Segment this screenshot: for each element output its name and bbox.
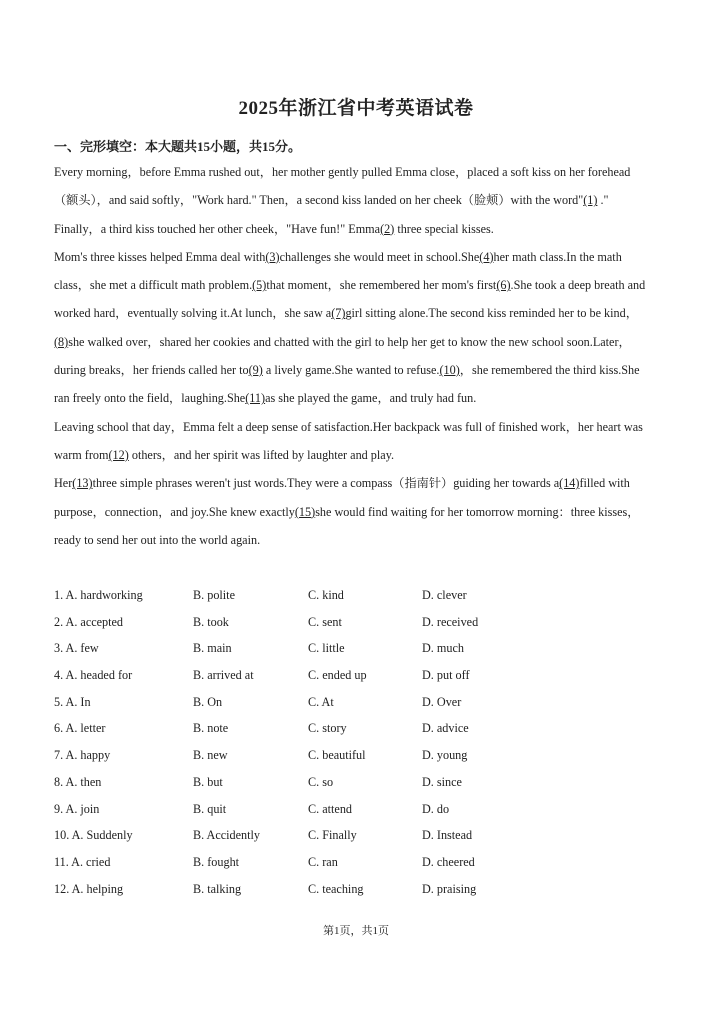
blank-number: (2) [380, 221, 395, 236]
blank-number: (4) [479, 249, 494, 264]
option-choice: D. clever [422, 588, 467, 602]
option-choice: C. so [308, 774, 334, 789]
option-row [54, 849, 654, 876]
option-choice: B. talking [193, 881, 242, 896]
option-choice: D. put off [422, 668, 470, 683]
passage-paragraph [54, 243, 654, 413]
option-choice: D. advice [422, 721, 469, 736]
option-choice: 12. A. helping [54, 881, 124, 896]
passage-text: Every morning，before Emma rushed out，her mother gently pulled Emma close，placed a soft kiss on her forehead（额头），and said softly，"Work hard." Then，a second kiss landed on her cheek（脸颊）with the word" [54, 165, 631, 208]
passage-paragraph [54, 158, 654, 243]
option-choice: C. At [308, 694, 334, 709]
option-choice: D. received [422, 614, 479, 629]
option-choice: B. main [193, 641, 232, 656]
section-header: 一、完形填空：本大题共15小题，共15分。 [54, 139, 302, 154]
option-choice: B. On [193, 694, 223, 709]
option-row [54, 662, 654, 689]
passage-text: a lively game.She wanted to refuse. [262, 363, 440, 378]
passage-text: girl sitting alone.The second kiss reminded her to be kind， [345, 306, 638, 321]
passage-text: ，she remembered the third kiss.She ran freely onto the field，laughing.She [54, 363, 640, 406]
option-choice: D. Instead [422, 828, 473, 843]
option-choice: D. much [422, 641, 464, 656]
option-choice: C. Finally [308, 828, 357, 843]
option-choice: D. cheered [422, 854, 475, 869]
option-choice: 7. A. happy [54, 748, 111, 763]
option-choice: D. since [422, 774, 462, 789]
option-row [54, 796, 654, 823]
option-choice: 5. A. In [54, 694, 91, 709]
option-choice: 9. A. join [54, 801, 100, 816]
option-row [54, 582, 654, 609]
passage-text: Mom's three kisses helped Emma deal with [54, 249, 266, 264]
option-choice: B. polite [193, 588, 235, 602]
passage-paragraph [54, 413, 654, 470]
option-choice: 6. A. letter [54, 721, 106, 736]
passage-text: Her [54, 476, 73, 491]
passage-text: filled with purpose，connection，and joy.She knew exactly [54, 476, 630, 519]
options-list [54, 582, 654, 902]
option-row [54, 822, 654, 849]
option-choice: D. do [422, 801, 450, 816]
blank-number: (1) [583, 193, 598, 208]
blank-number: (9) [248, 363, 263, 378]
option-choice: B. fought [193, 854, 240, 869]
blank-number: (15) [294, 504, 316, 519]
option-choice: C. ran [308, 854, 338, 869]
option-row [54, 689, 654, 716]
blank-number: (13) [72, 476, 93, 491]
option-choice: D. young [422, 748, 468, 763]
option-choice: C. attend [308, 801, 353, 816]
option-choice: C. sent [308, 614, 342, 629]
option-choice: B. Accidently [193, 828, 261, 843]
passage-text: she walked over，shared her cookies and chatted with the girl to help her get to know the new school soon.Later，during breaks，her friends called her to [54, 334, 631, 378]
option-choice: C. little [308, 641, 345, 656]
option-choice: 8. A. then [54, 774, 102, 789]
option-choice: C. kind [308, 588, 344, 602]
passage-text: that moment，she remembered her mom's first [266, 278, 497, 293]
option-choice: C. story [308, 721, 347, 736]
blank-number: (11) [245, 391, 266, 406]
option-choice: D. Over [422, 694, 462, 709]
page-footer: 第1页，共1页 [323, 925, 389, 937]
passage-text: three simple phrases weren't just words.They were a compass（指南针）guiding her towards a [92, 476, 560, 491]
blank-number: (10) [439, 363, 460, 378]
option-choice: B. arrived at [193, 668, 254, 683]
option-choice: 2. A. accepted [54, 614, 124, 629]
option-choice: B. but [193, 774, 223, 789]
option-row [54, 715, 654, 742]
option-row [54, 769, 654, 796]
option-choice: C. teaching [308, 881, 364, 896]
passage-text: her math class.In the math class，she met a difficult math problem. [54, 249, 622, 293]
option-row [54, 635, 654, 662]
blank-number: (7) [331, 306, 346, 321]
option-choice: 10. A. Suddenly [54, 828, 133, 843]
option-choice: 11. A. cried [54, 854, 111, 869]
option-choice: B. quit [193, 801, 227, 816]
option-choice: B. note [193, 721, 229, 736]
option-choice: B. took [193, 614, 229, 629]
exam-title: 2025年浙江省中考英语试卷 [238, 98, 474, 119]
option-choice: C. beautiful [308, 748, 366, 763]
passage-text: others，and her spirit was lifted by laughter and play. [128, 447, 395, 462]
cloze-passage [54, 158, 654, 554]
option-choice: 3. A. few [54, 641, 99, 656]
passage-text: challenges she would meet in school.She [279, 249, 480, 264]
passage-text: she would find waiting for her tomorrow morning：three kisses，ready to send her out into the world again. [54, 504, 640, 547]
passage-text: three special kisses. [394, 221, 494, 236]
blank-number: (5) [252, 278, 267, 293]
passage-text: as she played the game，and truly had fun. [265, 391, 477, 406]
option-row [54, 876, 654, 903]
option-choice: D. praising [422, 881, 477, 896]
option-choice: B. new [193, 748, 228, 763]
option-choice: 4. A. headed for [54, 668, 133, 683]
blank-number: (3) [265, 249, 280, 264]
blank-number: (6) [496, 278, 511, 293]
passage-paragraph [54, 469, 654, 554]
blank-number: (12) [108, 447, 129, 462]
blank-number: (14) [559, 476, 580, 491]
option-choice: C. ended up [308, 668, 367, 683]
option-row [54, 609, 654, 636]
blank-number: (8) [54, 334, 69, 349]
passage-text: ." Finally，a third kiss touched her other cheek，"Have fun!" Emma [54, 193, 609, 236]
passage-text: .She took a deep breath and worked hard，eventually solving it.At lunch，she saw a [54, 278, 646, 321]
passage-text: Leaving school that day，Emma felt a deep sense of satisfaction.Her backpack was full of finished work，her heart was warm from [54, 419, 643, 462]
option-choice: 1. A. hardworking [54, 588, 143, 602]
option-row [54, 742, 654, 769]
